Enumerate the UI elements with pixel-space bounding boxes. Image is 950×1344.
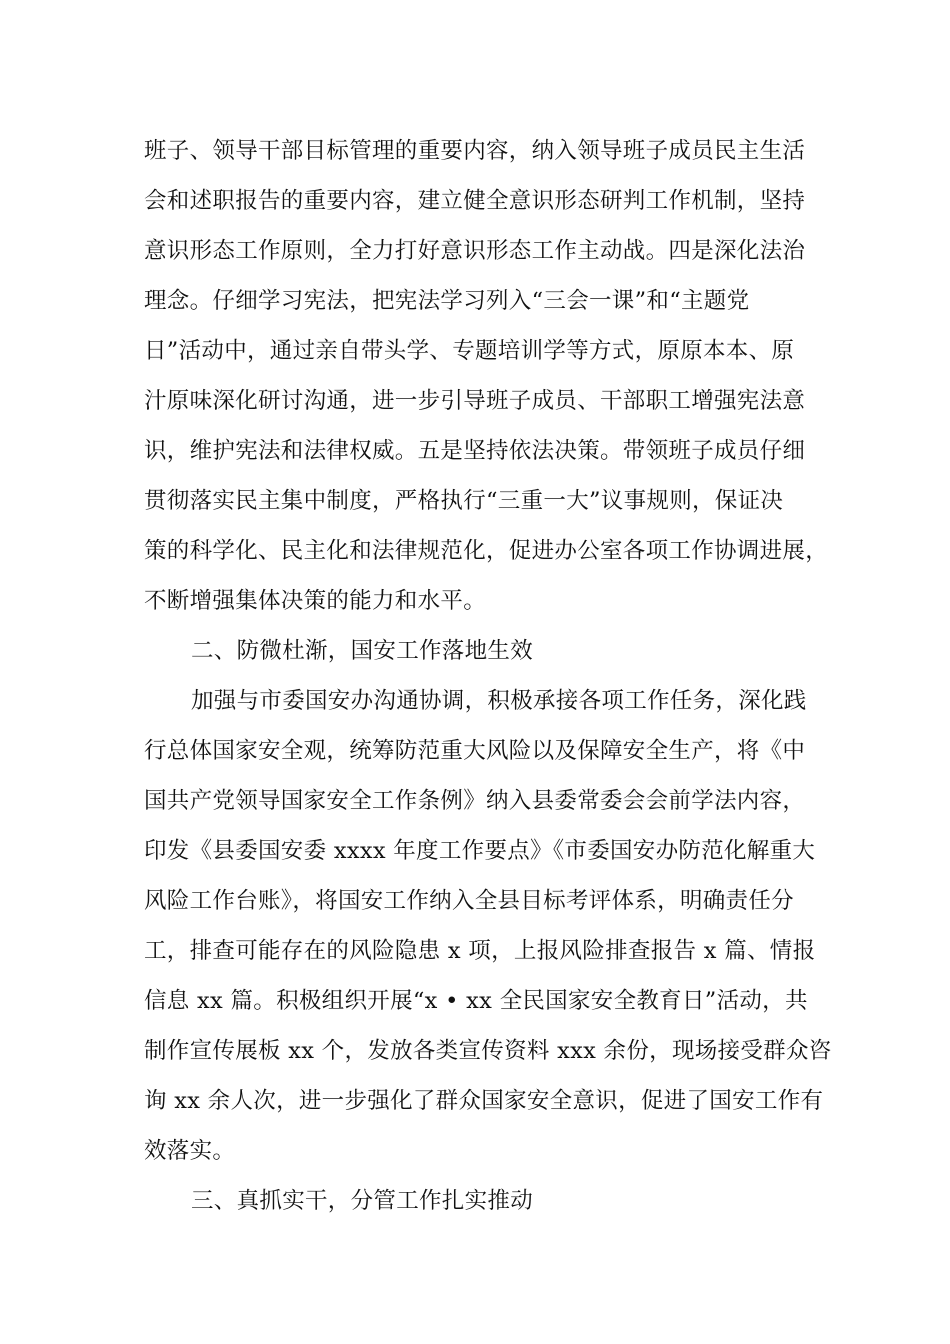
text-line: 不断增强集体决策的能力和水平。 bbox=[144, 588, 487, 614]
text-line: 策的科学化、民主化和法律规范化，促进办公室各项工作协调进展， bbox=[144, 538, 829, 564]
text-line: 效落实。 bbox=[144, 1138, 236, 1164]
text-line: 会和述职报告的重要内容，建立健全意识形态研判工作机制，坚持 bbox=[144, 188, 806, 214]
text-line: 询 xx 余人次，进一步强化了群众国家安全意识，促进了国安工作有 bbox=[144, 1088, 824, 1114]
text-line: 信息 xx 篇。积极组织开展“x • xx 全民国家安全教育日”活动，共 bbox=[144, 988, 808, 1014]
text-line: 贯彻落实民主集中制度，严格执行“三重一大”议事规则，保证决 bbox=[144, 488, 784, 514]
paragraph-first-line: 加强与市委国安办沟通协调，积极承接各项工作任务，深化践 bbox=[191, 688, 807, 714]
section-heading: 二、防微杜渐，国安工作落地生效 bbox=[191, 638, 534, 664]
text-line: 汁原味深化研讨沟通，进一步引导班子成员、干部职工增强宪法意 bbox=[144, 388, 806, 414]
text-line: 日”活动中，通过亲自带头学、专题培训学等方式，原原本本、原 bbox=[144, 338, 795, 364]
text-line: 班子、领导干部目标管理的重要内容，纳入领导班子成员民主生活 bbox=[144, 138, 806, 164]
text-line: 国共产党领导国家安全工作条例》纳入县委常委会会前学法内容， bbox=[144, 788, 806, 814]
text-line: 理念。仔细学习宪法，把宪法学习列入“三会一课”和“主题党 bbox=[144, 288, 750, 314]
text-line: 行总体国家安全观，统筹防范重大风险以及保障安全生产，将《中 bbox=[144, 738, 806, 764]
text-line: 意识形态工作原则，全力打好意识形态工作主动战。四是深化法治 bbox=[144, 238, 806, 264]
text-line: 风险工作台账》，将国安工作纳入全县目标考评体系，明确责任分 bbox=[144, 888, 794, 914]
text-line: 印发《县委国安委 xxxx 年度工作要点》《市委国安办防范化解重大 bbox=[144, 838, 816, 864]
text-line: 识，维护宪法和法律权威。五是坚持依法决策。带领班子成员仔细 bbox=[144, 438, 806, 464]
section-heading: 三、真抓实干，分管工作扎实推动 bbox=[191, 1188, 534, 1214]
text-line: 工，排查可能存在的风险隐患 x 项，上报风险排查报告 x 篇、情报 bbox=[144, 938, 816, 964]
text-line: 制作宣传展板 xx 个，发放各类宣传资料 xxx 余份，现场接受群众咨 bbox=[144, 1038, 832, 1064]
